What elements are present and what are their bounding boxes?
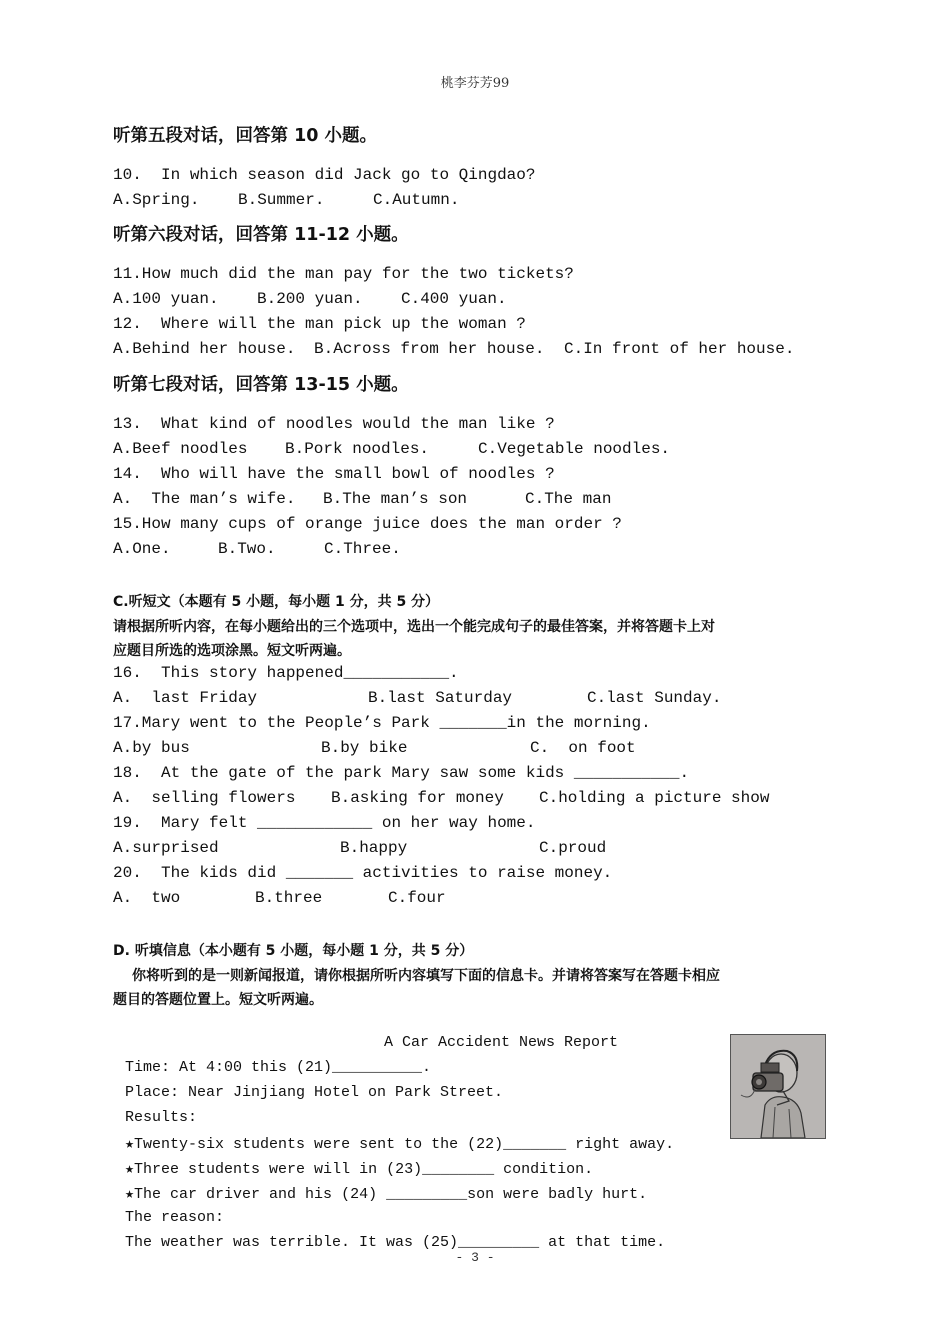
question-13: 13. What kind of noodles would the man like ? [113, 415, 555, 433]
question-12: 12. Where will the man pick up the woman ? [113, 315, 526, 333]
option-14c: C.The man [525, 490, 612, 508]
part-d-instruction-line2: 题目的答题位置上。短文听两遍。 [113, 992, 323, 1008]
option-13b: B.Pork noodles. [285, 440, 430, 458]
part-c-title: C.听短文（本题有 5 小题，每小题 1 分，共 5 分） [113, 594, 440, 610]
question-15: 15.How many cups of orange juice does the man order ? [113, 515, 622, 533]
page-number: - 3 - [455, 1250, 495, 1265]
option-12a: A.Behind her house. [113, 340, 296, 358]
option-19a: A.surprised [113, 839, 219, 857]
option-12b: B.Across from her house. [314, 340, 545, 358]
option-19b: B.happy [340, 839, 408, 857]
option-19c: C.proud [539, 839, 607, 857]
option-17b: B.by bike [321, 739, 408, 757]
info-card-title: A Car Accident News Report [384, 1034, 619, 1051]
question-20: 20. The kids did _______ activities to raise money. [113, 864, 613, 882]
option-10c: C.Autumn. [373, 191, 460, 209]
question-18: 18. At the gate of the park Mary saw some kids ___________. [113, 764, 690, 782]
info-card-result-1: ★Twenty-six students were sent to the (22)_______ right away. [125, 1136, 675, 1153]
option-18c: C.holding a picture show [539, 789, 770, 807]
question-10: 10. In which season did Jack go to Qingdao? [113, 166, 536, 184]
option-15a: A.One. [113, 540, 171, 558]
option-11a: A.100 yuan. [113, 290, 219, 308]
option-20a: A. two [113, 889, 181, 907]
section-heading-dialog7: 听第七段对话，回答第 13-15 小题。 [113, 375, 409, 395]
option-14a: A. The man’s wife. [113, 490, 296, 508]
section-heading-dialog5: 听第五段对话，回答第 10 小题。 [113, 126, 378, 146]
option-20c: C.four [388, 889, 446, 907]
option-13c: C.Vegetable noodles. [478, 440, 671, 458]
option-13a: A.Beef noodles [113, 440, 248, 458]
option-15c: C.Three. [324, 540, 401, 558]
question-19: 19. Mary felt ____________ on her way home. [113, 814, 536, 832]
part-c-instruction-line1: 请根据所听内容，在每小题给出的三个选项中，选出一个能完成句子的最佳答案，并将答题卡上对 [113, 619, 715, 635]
info-card-results-label: Results: [125, 1109, 198, 1126]
info-card-result-3: ★The car driver and his (24) _________son were badly hurt. [125, 1186, 648, 1203]
option-11c: C.400 yuan. [401, 290, 507, 308]
question-16: 16. This story happened___________. [113, 664, 459, 682]
page-header: 桃李芬芳99 [440, 76, 510, 91]
option-10b: B.Summer. [238, 191, 325, 209]
option-15b: B.Two. [218, 540, 276, 558]
info-card-result-2: ★Three students were will in (23)________ condition. [125, 1161, 594, 1178]
option-17c: C. on foot [530, 739, 636, 757]
info-card-reason-label: The reason: [125, 1209, 225, 1226]
part-d-instruction-line1: 你将听到的是一则新闻报道，请你根据所听内容填写下面的信息卡。并请将答案写在答题卡相应 [132, 968, 720, 984]
option-10a: A.Spring. [113, 191, 200, 209]
option-12c: C.In front of her house. [564, 340, 795, 358]
option-16a: A. last Friday [113, 689, 258, 707]
option-17a: A.by bus [113, 739, 190, 757]
info-card-place: Place: Near Jinjiang Hotel on Park Street. [125, 1084, 504, 1101]
part-d-title: D. 听填信息（本小题有 5 小题，每小题 1 分，共 5 分） [113, 943, 474, 959]
question-11: 11.How much did the man pay for the two tickets? [113, 265, 574, 283]
info-card-time: Time: At 4:00 this (21)__________. [125, 1059, 432, 1076]
option-18b: B.asking for money [331, 789, 504, 807]
question-17: 17.Mary went to the People’s Park _______in the morning. [113, 714, 651, 732]
question-14: 14. Who will have the small bowl of noodles ? [113, 465, 555, 483]
option-16b: B.last Saturday [368, 689, 513, 707]
option-18a: A. selling flowers [113, 789, 296, 807]
info-card-reason-text: The weather was terrible. It was (25)_________ at that time. [125, 1234, 666, 1251]
reporter-illustration [730, 1034, 826, 1139]
option-14b: B.The man’s son [323, 490, 468, 508]
part-c-instruction-line2: 应题目所选的选项涂黑。短文听两遍。 [113, 643, 351, 659]
section-heading-dialog6: 听第六段对话，回答第 11-12 小题。 [113, 225, 409, 245]
option-20b: B.three [255, 889, 323, 907]
option-16c: C.last Sunday. [587, 689, 722, 707]
option-11b: B.200 yuan. [257, 290, 363, 308]
